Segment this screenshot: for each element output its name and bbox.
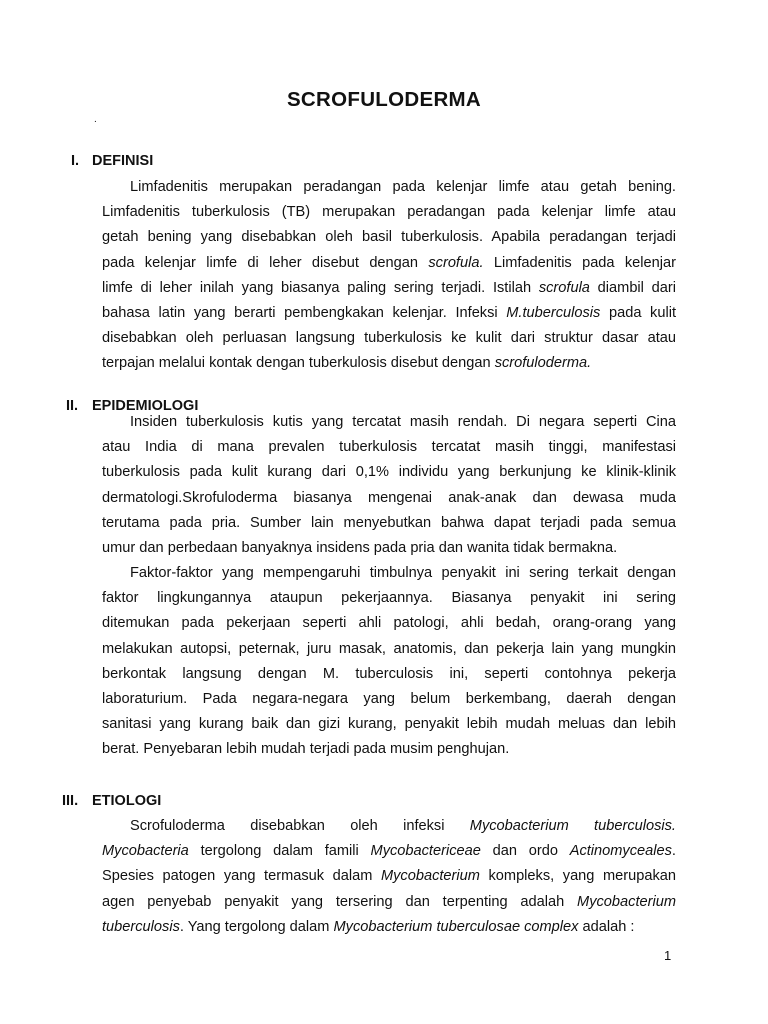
text-line [102, 326, 676, 351]
text-run: diambil dari [589, 279, 676, 296]
text-run: Limfadenitis tuberkulosis (TB) merupakan peradangan pada kelenjar limfe atau [102, 204, 676, 221]
text-line [102, 814, 676, 839]
section-title: DEFINISI [92, 153, 154, 169]
page-number: 1 [664, 948, 672, 963]
text-run: pada kulit [600, 304, 676, 321]
italic-term: Mycobacterium tuberculosis. [469, 818, 676, 834]
text-line [102, 251, 676, 276]
text-run: . [671, 843, 676, 860]
italic-term: Actinomyceales [569, 843, 672, 860]
section-title: EPIDEMIOLOGI [92, 398, 199, 414]
section-title: ETIOLOGI [92, 793, 162, 809]
text-line [102, 561, 676, 586]
text-line [102, 276, 676, 301]
text-run: Limfadenitis pada kelenjar [483, 254, 676, 271]
text-run: melakukan autopsi, peternak, juru masak, anatomis, dan pekerja lain yang mungkin [102, 640, 676, 657]
stray-dot: . [94, 114, 97, 125]
italic-term: tuberculosis [102, 918, 180, 935]
text-run: pada kelenjar limfe di leher disebut dengan [102, 254, 429, 271]
text-run: atau India di mana prevalen tuberkulosis tercatat masih tinggi, manifestasi [102, 439, 676, 456]
text-line [102, 301, 676, 326]
text-run: Faktor-faktor yang mempengaruhi timbulnya penyakit ini sering terkait dengan [130, 565, 676, 581]
text-run: terutama pada pria. Sumber lain menyebutkan bahwa dapat terjadi pada semua [102, 514, 676, 531]
text-run: Limfadenitis merupakan peradangan pada kelenjar limfe atau getah bening. [130, 179, 676, 195]
text-line [102, 611, 676, 636]
italic-term: Mycobacterium [577, 893, 676, 910]
text-line [102, 662, 676, 687]
text-line [102, 351, 676, 376]
italic-term: Mycobacteria [102, 843, 189, 860]
text-line [102, 225, 676, 250]
text-line [102, 536, 676, 561]
text-run: getah bening yang disebabkan oleh basil tuberkulosis. Apabila peradangan terjadi [102, 229, 676, 246]
text-run: limfe di leher inilah yang biasanya paling sering terjadi. Istilah [102, 279, 539, 296]
text-run: faktor lingkungannya ataupun pekerjaannya. Biasanya penyakit ini sering [102, 590, 676, 607]
text-line [102, 586, 676, 611]
text-run: Scrofuloderma disebabkan oleh infeksi [130, 818, 470, 834]
text-run: ditemukan pada pekerjaan seperti ahli patologi, ahli bedah, orang-orang yang [102, 615, 676, 632]
text-line [102, 687, 676, 712]
italic-term: scrofula [538, 279, 590, 296]
text-line [102, 890, 676, 915]
text-run: agen penyebab penyakit yang tersering dan terpenting adalah [102, 893, 578, 910]
page-title: SCROFULODERMA [286, 88, 482, 111]
text-run: disebabkan oleh perluasan langsung tuberkulosis ke kulit dari struktur dasar atau [102, 330, 676, 347]
text-line [102, 435, 676, 460]
section-number: I. [71, 153, 80, 169]
paragraph-definisi [102, 175, 676, 377]
text-run: dan ordo [480, 843, 570, 860]
text-run: umur dan perbedaan banyaknya insidens pada pria dan wanita tidak bermakna. [102, 539, 618, 556]
text-run: sanitasi yang kurang baik dan gizi kurang, penyakit lebih mudah meluas dan lebih [102, 716, 676, 733]
text-run: terpajan melalui kontak dengan tuberkulosis disebut dengan [102, 355, 495, 372]
text-line [102, 737, 676, 762]
text-run: Insiden tuberkulosis kutis yang tercatat masih rendah. Di negara seperti Cina [130, 414, 676, 430]
italic-term: scrofuloderma. [494, 355, 592, 372]
text-line [102, 486, 676, 511]
paragraph-etiologi [102, 814, 676, 940]
italic-term: scrofula. [428, 254, 484, 271]
text-run: tergolong dalam famili [188, 843, 371, 860]
text-line [102, 175, 676, 200]
text-run: laboraturium. Pada negara-negara yang belum berkembang, daerah dengan [102, 690, 676, 707]
text-run: . Yang tergolong dalam [179, 918, 334, 935]
text-line [102, 712, 676, 737]
text-line [102, 915, 676, 940]
section-number: III. [62, 793, 79, 809]
paragraph-epidemiologi-1 [102, 410, 676, 561]
text-line [102, 511, 676, 536]
section-number: II. [66, 398, 79, 414]
text-run: berat. Penyebaran lebih mudah terjadi pada musim penghujan. [102, 741, 510, 758]
text-run: Spesies patogen yang termasuk dalam [102, 868, 381, 885]
text-run: adalah : [578, 918, 635, 935]
italic-term: Mycobactericeae [370, 843, 481, 860]
text-line [102, 200, 676, 225]
text-line [102, 460, 676, 485]
text-run: berkontak langsung dengan M. tuberculosis ini, seperti contohnya pekerja [102, 665, 676, 682]
text-run: kompleks, yang merupakan [479, 868, 677, 885]
text-line [102, 839, 676, 864]
text-run: tuberkulosis pada kulit kurang dari 0,1% individu yang berkunjung ke klinik-klinik [102, 464, 676, 481]
italic-term: Mycobacterium [380, 868, 480, 885]
text-line [102, 864, 676, 889]
italic-term: M.tuberculosis [506, 304, 601, 321]
text-line [102, 410, 676, 435]
paragraph-epidemiologi-2 [102, 561, 676, 763]
text-line [102, 637, 676, 662]
text-run: dermatologi.Skrofuloderma biasanya mengenai anak-anak dan dewasa muda [102, 489, 676, 506]
text-run: bahasa latin yang berarti pembengkakan kelenjar. Infeksi [102, 304, 507, 321]
italic-term: Mycobacterium tuberculosae complex [333, 918, 579, 935]
